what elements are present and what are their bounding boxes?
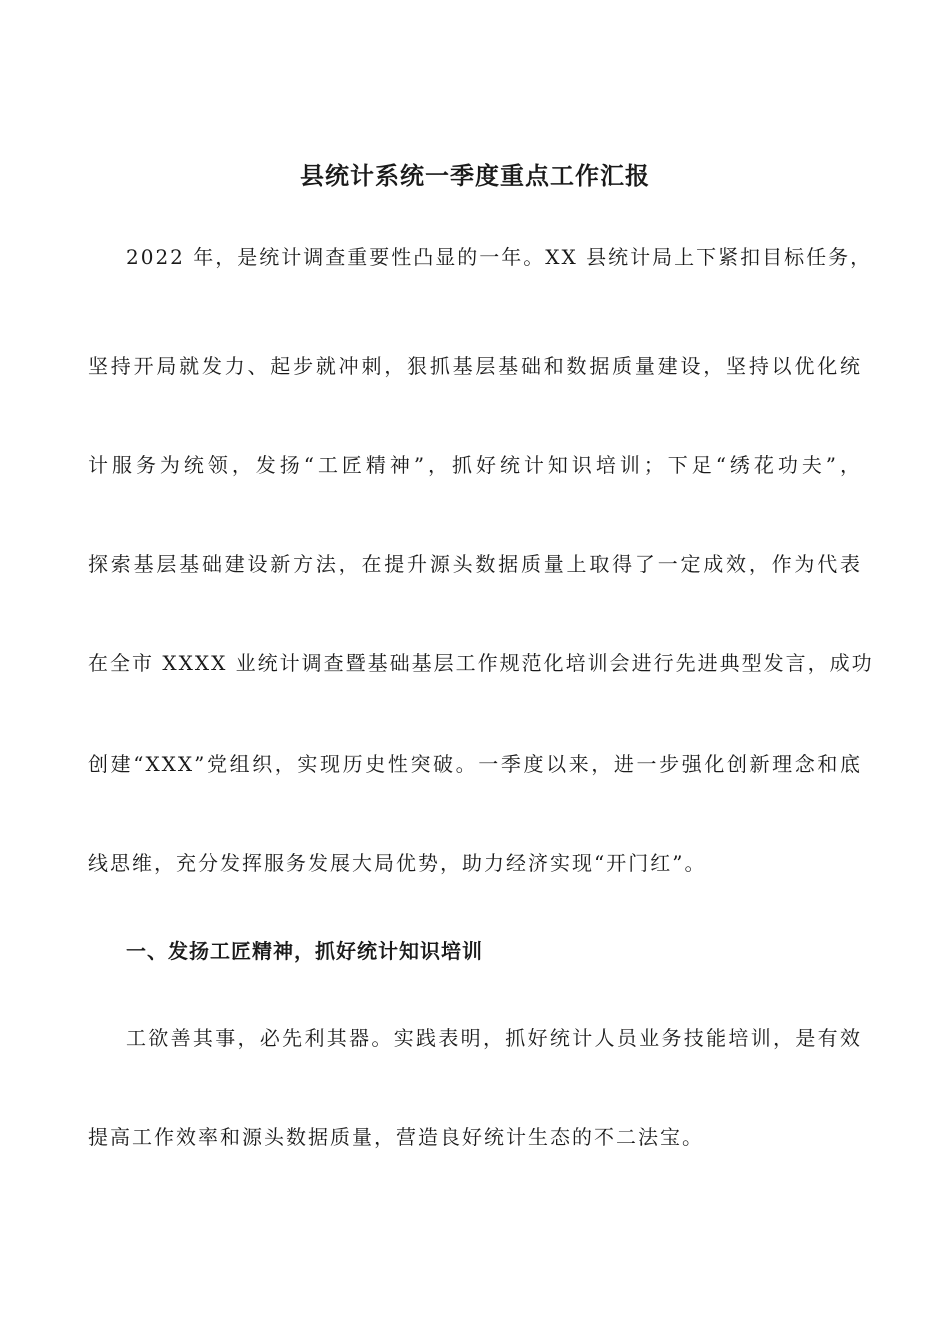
section-heading: 一、发扬工匠精神，抓好统计知识培训	[126, 939, 483, 963]
paragraph-line: 计服务为统领，发扬“工匠精神”，抓好统计知识培训；下足“绣花功夫”，	[88, 453, 862, 477]
paragraph-line: 2022 年，是统计调查重要性凸显的一年。XX 县统计局上下紧扣目标任务，	[126, 245, 873, 269]
paragraph-line: 提高工作效率和源头数据质量，营造良好统计生态的不二法宝。	[88, 1125, 704, 1149]
document-title: 县统计系统一季度重点工作汇报	[300, 162, 650, 190]
paragraph-line: 在全市 XXXX 业统计调查暨基础基层工作规范化培训会进行先进典型发言，成功	[88, 651, 874, 675]
paragraph-line: 工欲善其事，必先利其器。实践表明，抓好统计人员业务技能培训，是有效	[126, 1026, 862, 1050]
paragraph-line: 线思维，充分发挥服务发展大局优势，助力经济实现“开门红”。	[88, 851, 707, 875]
paragraph-line: 创建“XXX”党组织，实现历史性突破。一季度以来，进一步强化创新理念和底	[88, 752, 862, 776]
paragraph-line: 探索基层基础建设新方法，在提升源头数据质量上取得了一定成效，作为代表	[88, 552, 862, 576]
paragraph-line: 坚持开局就发力、起步就冲刺，狠抓基层基础和数据质量建设，坚持以优化统	[88, 354, 862, 378]
